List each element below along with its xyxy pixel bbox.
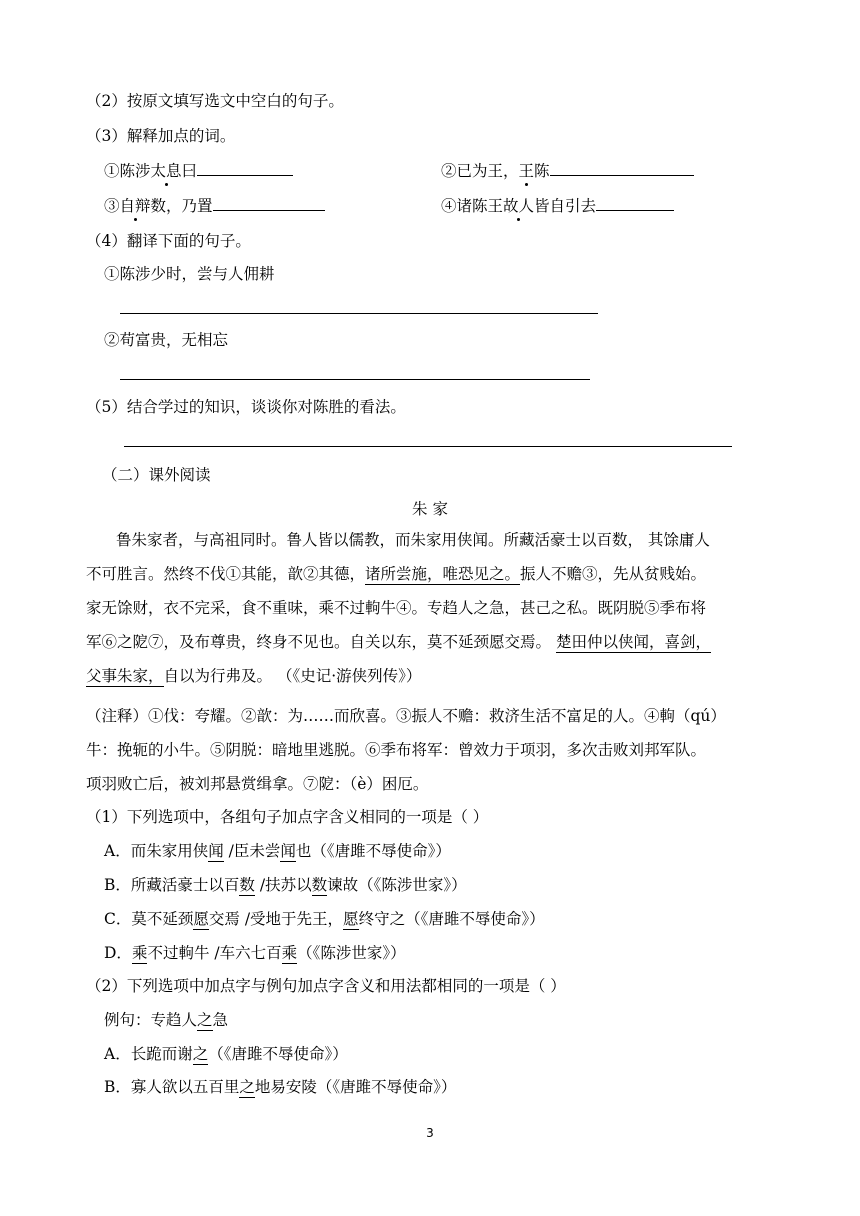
text-run: （《陈涉世家》）	[297, 944, 406, 962]
text-run: 也（《唐雎不辱使命》）	[295, 842, 451, 860]
q4-sentence-1: ①陈涉少时，尝与人佣耕	[104, 265, 275, 283]
answer-blank[interactable]	[596, 194, 674, 211]
mc1-option-c[interactable]	[104, 908, 545, 930]
dotted-word: 自辩	[119, 197, 151, 215]
q3-item-1	[104, 159, 293, 182]
answer-blank[interactable]	[550, 159, 694, 176]
question-3-label: （3）解释加点的词。	[86, 127, 236, 145]
passage-line	[86, 563, 706, 585]
underlined-text: 之	[197, 1011, 213, 1029]
note-line: 牛：挽轭的小牛。⑤阴脱：暗地里逃脱。⑥季布将军：曾效力于项羽，多次击败刘邦军队。	[86, 741, 707, 759]
text-run: 终守之（《唐雎不辱使命》）	[358, 910, 545, 928]
text-run: 交焉 /受地于先王，	[208, 910, 344, 928]
question-2: （2）按原文填写选文中空白的句子。	[86, 92, 344, 110]
passage-line	[86, 665, 421, 687]
text-run: 皆自引去	[534, 197, 597, 215]
underlined-text: 乘	[131, 944, 148, 962]
text-run: 急	[212, 1011, 229, 1029]
mc2-option-a[interactable]	[104, 1043, 348, 1065]
q3-item-2	[441, 159, 694, 182]
dotted-word: 王	[518, 162, 535, 180]
answer-line[interactable]	[120, 379, 590, 380]
question-4-label: （4）翻译下面的句子。	[86, 232, 251, 250]
dotted-word: 太息	[150, 162, 182, 180]
mc2-option-b[interactable]	[104, 1076, 456, 1098]
mc1-option-b[interactable]	[104, 874, 467, 896]
answer-blank[interactable]	[213, 194, 325, 211]
page-number: 3	[426, 1126, 434, 1140]
text-run: ④诸陈王	[441, 197, 504, 215]
text-run: C．莫不延颈	[104, 910, 194, 928]
text-run: B．所藏活豪士以百	[104, 876, 240, 894]
mc2-question: （2）下列选项中加点字与例句加点字含义和用法都相同的一项是（ ）	[86, 977, 566, 995]
text-run: A．而朱家用侠	[104, 842, 209, 860]
text-run: ①陈涉	[104, 162, 151, 180]
mc1-question: （1）下列选项中，各组句子加点字含义相同的一项是（ ）	[86, 808, 489, 826]
mc1-option-a[interactable]	[104, 840, 451, 862]
note-line: （注释）①伐：夸耀。②歆：为……而欣喜。③振人不赡：救济生活不富足的人。④軥（qú）	[86, 707, 726, 725]
underlined-text: 之	[239, 1078, 255, 1096]
text-run: 曰	[181, 162, 198, 180]
passage-title: 朱 家	[412, 500, 448, 518]
passage-line	[86, 631, 711, 653]
text-run: 不可胜言。然终不伐①其能，歆②其德，	[86, 565, 366, 583]
underlined-sentence: 楚田仲以侠闻，喜剑，	[555, 633, 711, 651]
text-run: 地易安陵（《唐雎不辱使命》）	[254, 1078, 457, 1096]
mc2-example	[104, 1009, 228, 1031]
underlined-text: 闻	[280, 842, 296, 860]
note-line: 项羽败亡后，被刘邦悬赏缉拿。⑦阸：（è）困厄。	[86, 775, 429, 793]
text-run: 不过軥牛 /车六七百	[147, 944, 282, 962]
underlined-sentence: 诸所尝施，唯恐见之。	[365, 565, 521, 583]
text-run: 数，乃置	[150, 197, 213, 215]
mc1-option-d[interactable]	[104, 942, 406, 964]
text-run: 振人不赡③，先从贫贱始。	[520, 565, 707, 583]
underlined-text: 愿	[343, 910, 359, 928]
underlined-text: 之	[192, 1045, 209, 1063]
passage-line: 鲁朱家者，与高祖同时。鲁人皆以儒教，而朱家用侠闻。所藏活豪士以百数， 其馀庸人	[116, 531, 710, 549]
section-heading: （二）课外阅读	[102, 466, 211, 484]
answer-line[interactable]	[124, 446, 732, 447]
underlined-text: 乘	[281, 944, 298, 962]
text-run: 谏故（《陈涉世家》）	[327, 876, 467, 894]
text-run: ③	[104, 197, 120, 215]
passage-line: 家无馀财，衣不完采，食不重味，乘不过軥牛④。专趋人之急，甚己之私。既阴脱⑤季布将	[86, 599, 707, 617]
text-run: B．寡人欲以五百里	[104, 1078, 240, 1096]
text-run: 军⑥之阸⑦，及布尊贵，终身不见也。自关以东，莫不延颈愿交焉。	[86, 633, 556, 651]
text-run: /臣未尝	[223, 842, 281, 860]
text-run: 自以为行弗及。 （《史记·游侠列传》）	[163, 667, 422, 685]
text-run: 例句：专趋人	[104, 1011, 198, 1029]
answer-blank[interactable]	[197, 159, 293, 176]
underlined-sentence: 父事朱家，	[86, 667, 164, 685]
question-5: （5）结合学过的知识，谈谈你对陈胜的看法。	[86, 398, 406, 416]
text-run: ②已为王，	[441, 162, 519, 180]
q3-item-4	[441, 194, 674, 217]
text-run: D．	[104, 944, 132, 962]
underlined-text: 数	[311, 876, 328, 894]
underlined-text: 数	[239, 876, 255, 894]
underlined-text: 愿	[193, 910, 209, 928]
underlined-text: 闻	[208, 842, 224, 860]
text-run: （《唐雎不辱使命》）	[208, 1045, 348, 1063]
answer-line[interactable]	[120, 313, 598, 314]
text-run: /扶苏以	[254, 876, 312, 894]
q3-item-3	[104, 194, 325, 217]
q4-sentence-2: ②苟富贵，无相忘	[104, 331, 229, 349]
dotted-word: 故人	[503, 197, 535, 215]
text-run: 陈	[534, 162, 550, 180]
text-run: A．长跪而谢	[104, 1045, 193, 1063]
